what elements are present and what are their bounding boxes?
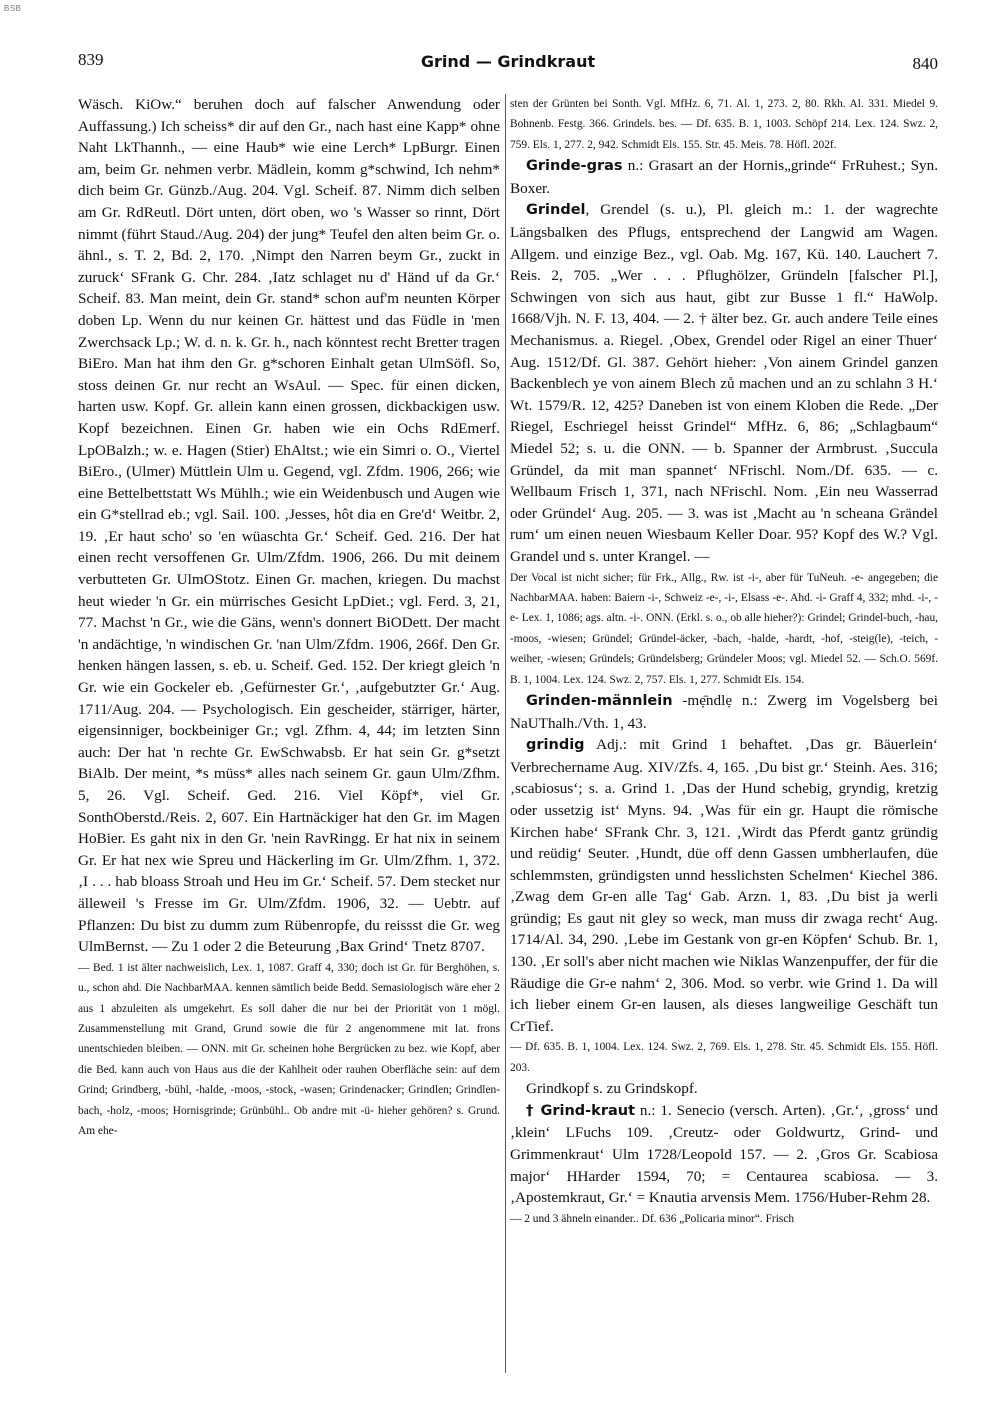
lemma-grinde-gras: Grinde-gras — [526, 158, 623, 175]
grindig-note: — Df. 635. B. 1, 1004. Lex. 124. Swz. 2, 769. Els. 1, 278. Str. 45. Schmidt Els. 155. Höfl. 203. — [510, 1041, 938, 1074]
page-number-right: 840 — [912, 54, 938, 73]
entry-grinde-gras — [510, 155, 938, 199]
grind-etymology-note: — Bed. 1 ist älter nachweislich, Lex. 1, 1087. Graff 4, 330; doch ist Gr. für Berghöhen, s. u., schon ahd. Die NachbarMAA. kennen sämtlich beide Bedd. Semasiologisch wäre eher 2 aus 1 abzuleiten als umgekehrt. Es soll daher die nur bei der Priorität von 1 mögl. Zusammenstellung mit Grand, Grund sowie die für 2 angenommene mit lat. frons unentschieden bleiben. — ONN. mit Gr. scheinen hohe Bergrücken zu bez. wie Kopf, aber die Bed. kann auch von Haus aus die der Kahlheit oder rauhen Oberfläche sein: auf dem Grind; Grindberg, -bühl, -halde, -moos, -stock, -wasen; Grindenacker; Grindlen; Grindlen-bach, -holz, -moos; Hornisgrinde; Grünbühl.. Ob andre mit -ü- hieher gehören? s. Grund. Am ehe- — [78, 961, 500, 1137]
entry-grindel — [510, 199, 938, 567]
entry-grindig — [510, 734, 938, 1037]
library-stamp: BSB — [4, 4, 22, 13]
definition-grindig: Adj.: mit Grind 1 behaftet. ‚Das gr. Bäuerlein‘ Verbrechername Aug. XIV/Zfs. 4, 165. ‚Du bist gr.‘ Steinh. Aes. 316; ‚scabiosus‘; s. a. Grind 1. ‚Das der Hund schebig, gryndig, kretzig oder ussetzig ist‘ Myns. 94. ‚Was für ein gr. Haupt die römische Kirchen habe‘ SFrank Chr. 3, 121. ‚Wirdt das Pferdt gantz gründig und reüdig‘ Seuter. ‚Hundt, düe off denn Gassen umbherlaufen, düe schlemmsten, gründigsten unnd hesslichsten Schelmen‘ Kiechel 386. ‚Zwag dem Gr-en alle Tag‘ Gab. Arzn. 1, 83. ‚Du bist ja werli gründig; Es gaut nit gley so weck, man muss dir zwaga recht‘ Aug. 1714/Al. 34, 290. ‚Lebe im Gestank von gr-en Köpfen‘ Schub. Br. 1, 130. ‚Er soll's aber nicht machen wie Niklas Wanzenpuffer, der für die Räudige die Gr-e nahm‘ 2, 306. Mod. so verbr. wie Grind 1. Da will ich lieber einem Gr-en lausen, als dieses langweilige Geschäft tun CrTief. — [510, 736, 938, 1035]
page-number-left: 839 — [78, 50, 104, 69]
entry-grindkopf: Grindkopf s. zu Grindskopf. — [526, 1080, 698, 1098]
page-header — [78, 50, 938, 76]
grind-kraut-note: — 2 und 3 ähneln einander.. Df. 636 „Policaria minor“. Frisch — [510, 1212, 795, 1225]
definition-grindel: , Grendel (s. u.), Pl. gleich m.: 1. der wagrechte Längsbalken des Pflugs, entsprechend der Langwid am Wagen. Allgem. und einzige Bez., vgl. Oab. Mg. 167, Kü. 140. Lauchert 7. Reis. 2, 705. „Wer . . . Pflughölzer, Gründeln [falscher Pl.], Schwingen von sich aus haut, gibt zur Busse 1 fl.“ HaWolp. 1668/Vjh. N. F. 13, 404. — 2. † älter bez. Gr. auch andere Teile eines Mechanismus. a. Riegel. ‚Obex, Grendel oder Rigel an einer Thuer‘ Aug. 1512/Df. Gl. 387. Gehört hieher: ‚Von ainem Grindel ganzen Backenblech ye von ainem Blech zů machen und an zu schlahn 3 H.‘ Wt. 1579/R. 12, 425? Daneben ist von einem Kloben die Rede. „Der Riegel, Eschriegel heisst Grindel“ MfHz. 6, 86; „Schlagbaum“ Miedel 52; s. u. die ONN. — b. Spanner der Armbrust. ‚Succula Gründel, da mit man spannet‘ NFrischl. Nom./Df. 635. — c. Wellbaum Frisch 1, 371, nach NFrischl. Nom. ‚Ein neu Wasserrad oder Gründel‘ Aug. 205. — 3. was ist ‚Macht au 'n scheana Grändel rum‘ um einen neuen Wiesbaum Keller Doar. 95? Kopf des W.? Vgl. Grandel und s. unter Krangel. — — [510, 201, 938, 565]
lemma-grind-kraut: † Grind-kraut — [526, 1102, 636, 1119]
running-title: Grind — Grindkraut — [420, 52, 596, 71]
grindel-note: Der Vocal ist nicht sicher; für Frk., Allg., Rw. ist -i-, aber für TuNeuh. -e- angegeben; die NachbarMAA. haben: Baiern -i-, Schweiz -e-, -i-, Elsass -e-. Ahd. -i- Graff 4, 332; mhd. -i-, -e- Lex. 1, 1086; ags. altn. -i-. ONN. (Erkl. s. o., ob alle hieher?): Grindel; Grindel-buch, -hau, -moos, -wiesen; Gründel; Gründel-äcker, -bach, -halde, -hardt, -hof, -steig(le), -teich, -weiher, -wiesen; Gründels; Gründelsberg; Gründeler Moos; vgl. Miedel 52. — Sch.O. 569f. B. 1, 1004. Lex. 124. Swz. 2, 757. Els. 1, 277. Schmidt Els. 154. — [510, 571, 938, 686]
definition-grind-kraut: n.: 1. Senecio (versch. Arten). ‚Gr.‘, ‚gross‘ und ‚klein‘ LFuchs 109. ‚Creutz- oder Goldwurtz, Grind- und Grimmenkraut‘ Ulm 1728/Leopold 157. — 2. ‚Gros Gr. Scabiosa major‘ HHarder 1594, 70; = Centaurea scabiosa. — 3. ‚Apostemkraut, Gr.‘ = Knautia arvensis Mem. 1756/Huber-Rehm 28. — [510, 1101, 938, 1207]
lemma-grinden-mannle: Grinden-männlein — [526, 692, 673, 709]
grind-entry-continuation: Wäsch. KiOw.“ beruhen doch auf falscher Anwendung oder Auffassung.) Ich scheiss* dir auf den Gr., nach hast eine Kapp* ohne Naht LkThannh., — eine Haub* wie eine Lerch* LpBurgr. Einen am, beim Gr. nehmen verbr. Mädlein, komm g*schwind, Ich nehm* dich beim Gr. Günzb./Aug. 204. Vgl. Scheif. 87. Nimm dich selben am Gr. RdReutl. Dört unten, dört oben, wo 's Wasser so rinnt, Dört nimmt (führt Staud./Aug. 204) der jung* Teufel den alten beim Gr. o. ähnl., s. T. 2, Bd. 2, 170. ‚Nimpt den Narren beym Gr., zuckt in zuruck‘ SFrank G. Chr. 284. ‚Iatz schlaget nu d' Händ uf da Gr.‘ Scheif. 83. Man meint, dein Gr. stand* schon auf'm neunten Körper doben Lp. Wenn du nur keinen Gr. hättest und das Füdle in 'men Zwerchsack Lp.; W. d. n. k. Gr. h., nach könntest recht Bretter tragen BiEro. Man hat ihm den Gr. g*schoren Einhalt getan UlmSöfl. So, stoss deinen Gr. nur recht an WsAul. — Spec. für einen dicken, harten usw. Kopf. Gr. allein kann einen grossen, dickbackigen usw. Kopf bezeichnen. Einen Gr. haben wie ein Ochs RdEmerf. LpOBalzh.; w. e. Hagen (Stier) EhAltst.; wie ein Simri o. O., Viertel BiEro., (Ulmer) Müttlein Ulm u. Gegend, vgl. Zfdm. 1906, 266; wie eine Bettelbettstatt Ws Mühlh.; wie ein Weidenbusch und Augen wie ein G*stellrad eb.; vgl. Sail. 100. ‚Jesses, hôt dia en Gre'd‘ Weitbr. 2, 19. ‚Er haut scho' so 'en wüaschta Gr.‘ Scheif. Ged. 216. Der hat einen recht versoffenen Gr. Ulm/Zfdm. 1906, 266. Du mit deinem verbutteten Gr. UlmOStotz. Einen Gr. machen, kriegen. Du machst heut wieder 'n Gr. ein mürrisches Gesicht LpDiet.; vgl. Ferd. 3, 21, 77. Machst 'n Gr., wie die Gäns, wenn's donnert BiODett. Der macht 'n andächtige, 'n windischen Gr. 'nan Ulm/Zfdm. 1906, 266f. Den Gr. henken hängen lassen, s. eb. u. Scheif. Ged. 152. Der kriegt gleich 'n Gr. wie ein Gockeler eb. ‚Gefürnester Gr.‘, ‚aufgebutzter Gr.‘ Aug. 1711/Aug. 204. — Psychologisch. Ein gescheider, stärriger, härter, eigensinniger, bockbeiniger Gr.; vgl. Zfhm. 4, 44; im letzten Sinn auch: Der hat 'n rechte Gr. EwSchwabsb. Er hat sein Gr. g*setzt BiAlb. Der meint, *s müss* alles nach seinem Gr. gaun Ulm/Zfhm. 5, 26. Vgl. Scheif. Ged. 216. Viel Köpf*, viel Gr. SonthOberstd./Reis. 2, 607. Ein Hartnäckiger hat den Gr. im Magen HoBier. Es gaht nix in den Gr. 'nein RavRingg. Er hat nix in seinem Gr. Er hat nex wie Spreu und Häckerling im Gr. Ulm/Zfhm. 1, 372. ‚I . . . hab bloass Stroah und Heu im Gr.‘ Scheif. 57. Dem stecket nur älleweil 's Fresse im Gr. Ulm/Zfdm. 1906, 32. — Uebtr. auf Pflanzen: Du bist zu dumm zum Rübenropfe, du reissst die Gr. weg UlmBernst. — Zu 1 oder 2 die Beteurung ‚Bax Grind‘ Tnetz 8707. — [78, 96, 500, 956]
column-divider — [505, 94, 506, 1373]
grind-note-continuation: sten der Grünten bei Sonth. Vgl. MfHz. 6, 71. Al. 1, 273. 2, 80. Rkh. Al. 331. Miedel 9. Bohnenb. Festg. 366. Grindels. bes. — Df. 635. B. 1, 1003. Schöpf 214. Lex. 124. Swz. 2, 759. Els. 1, 277. 2, 942. Schmidt Els. 155. Str. 45. Meis. 78. Höfl. 202f. — [510, 98, 938, 151]
left-column — [78, 94, 500, 1373]
right-column — [510, 94, 938, 1373]
lemma-grindig: grindig — [526, 737, 585, 754]
definition-grinde-gras: n.: Grasart an der Hornis„grinde“ FrRuhest.; Syn. Boxer. — [510, 157, 938, 197]
lemma-grindel: Grindel — [526, 202, 586, 219]
definition-grinden-mannle: -mẹ̄ndlẹ n.: Zwerg im Vogelsberg bei NaUThalh./Vth. 1, 43. — [510, 691, 938, 732]
entry-grinden-mannle — [510, 690, 938, 734]
entry-grind-kraut — [510, 1100, 938, 1209]
